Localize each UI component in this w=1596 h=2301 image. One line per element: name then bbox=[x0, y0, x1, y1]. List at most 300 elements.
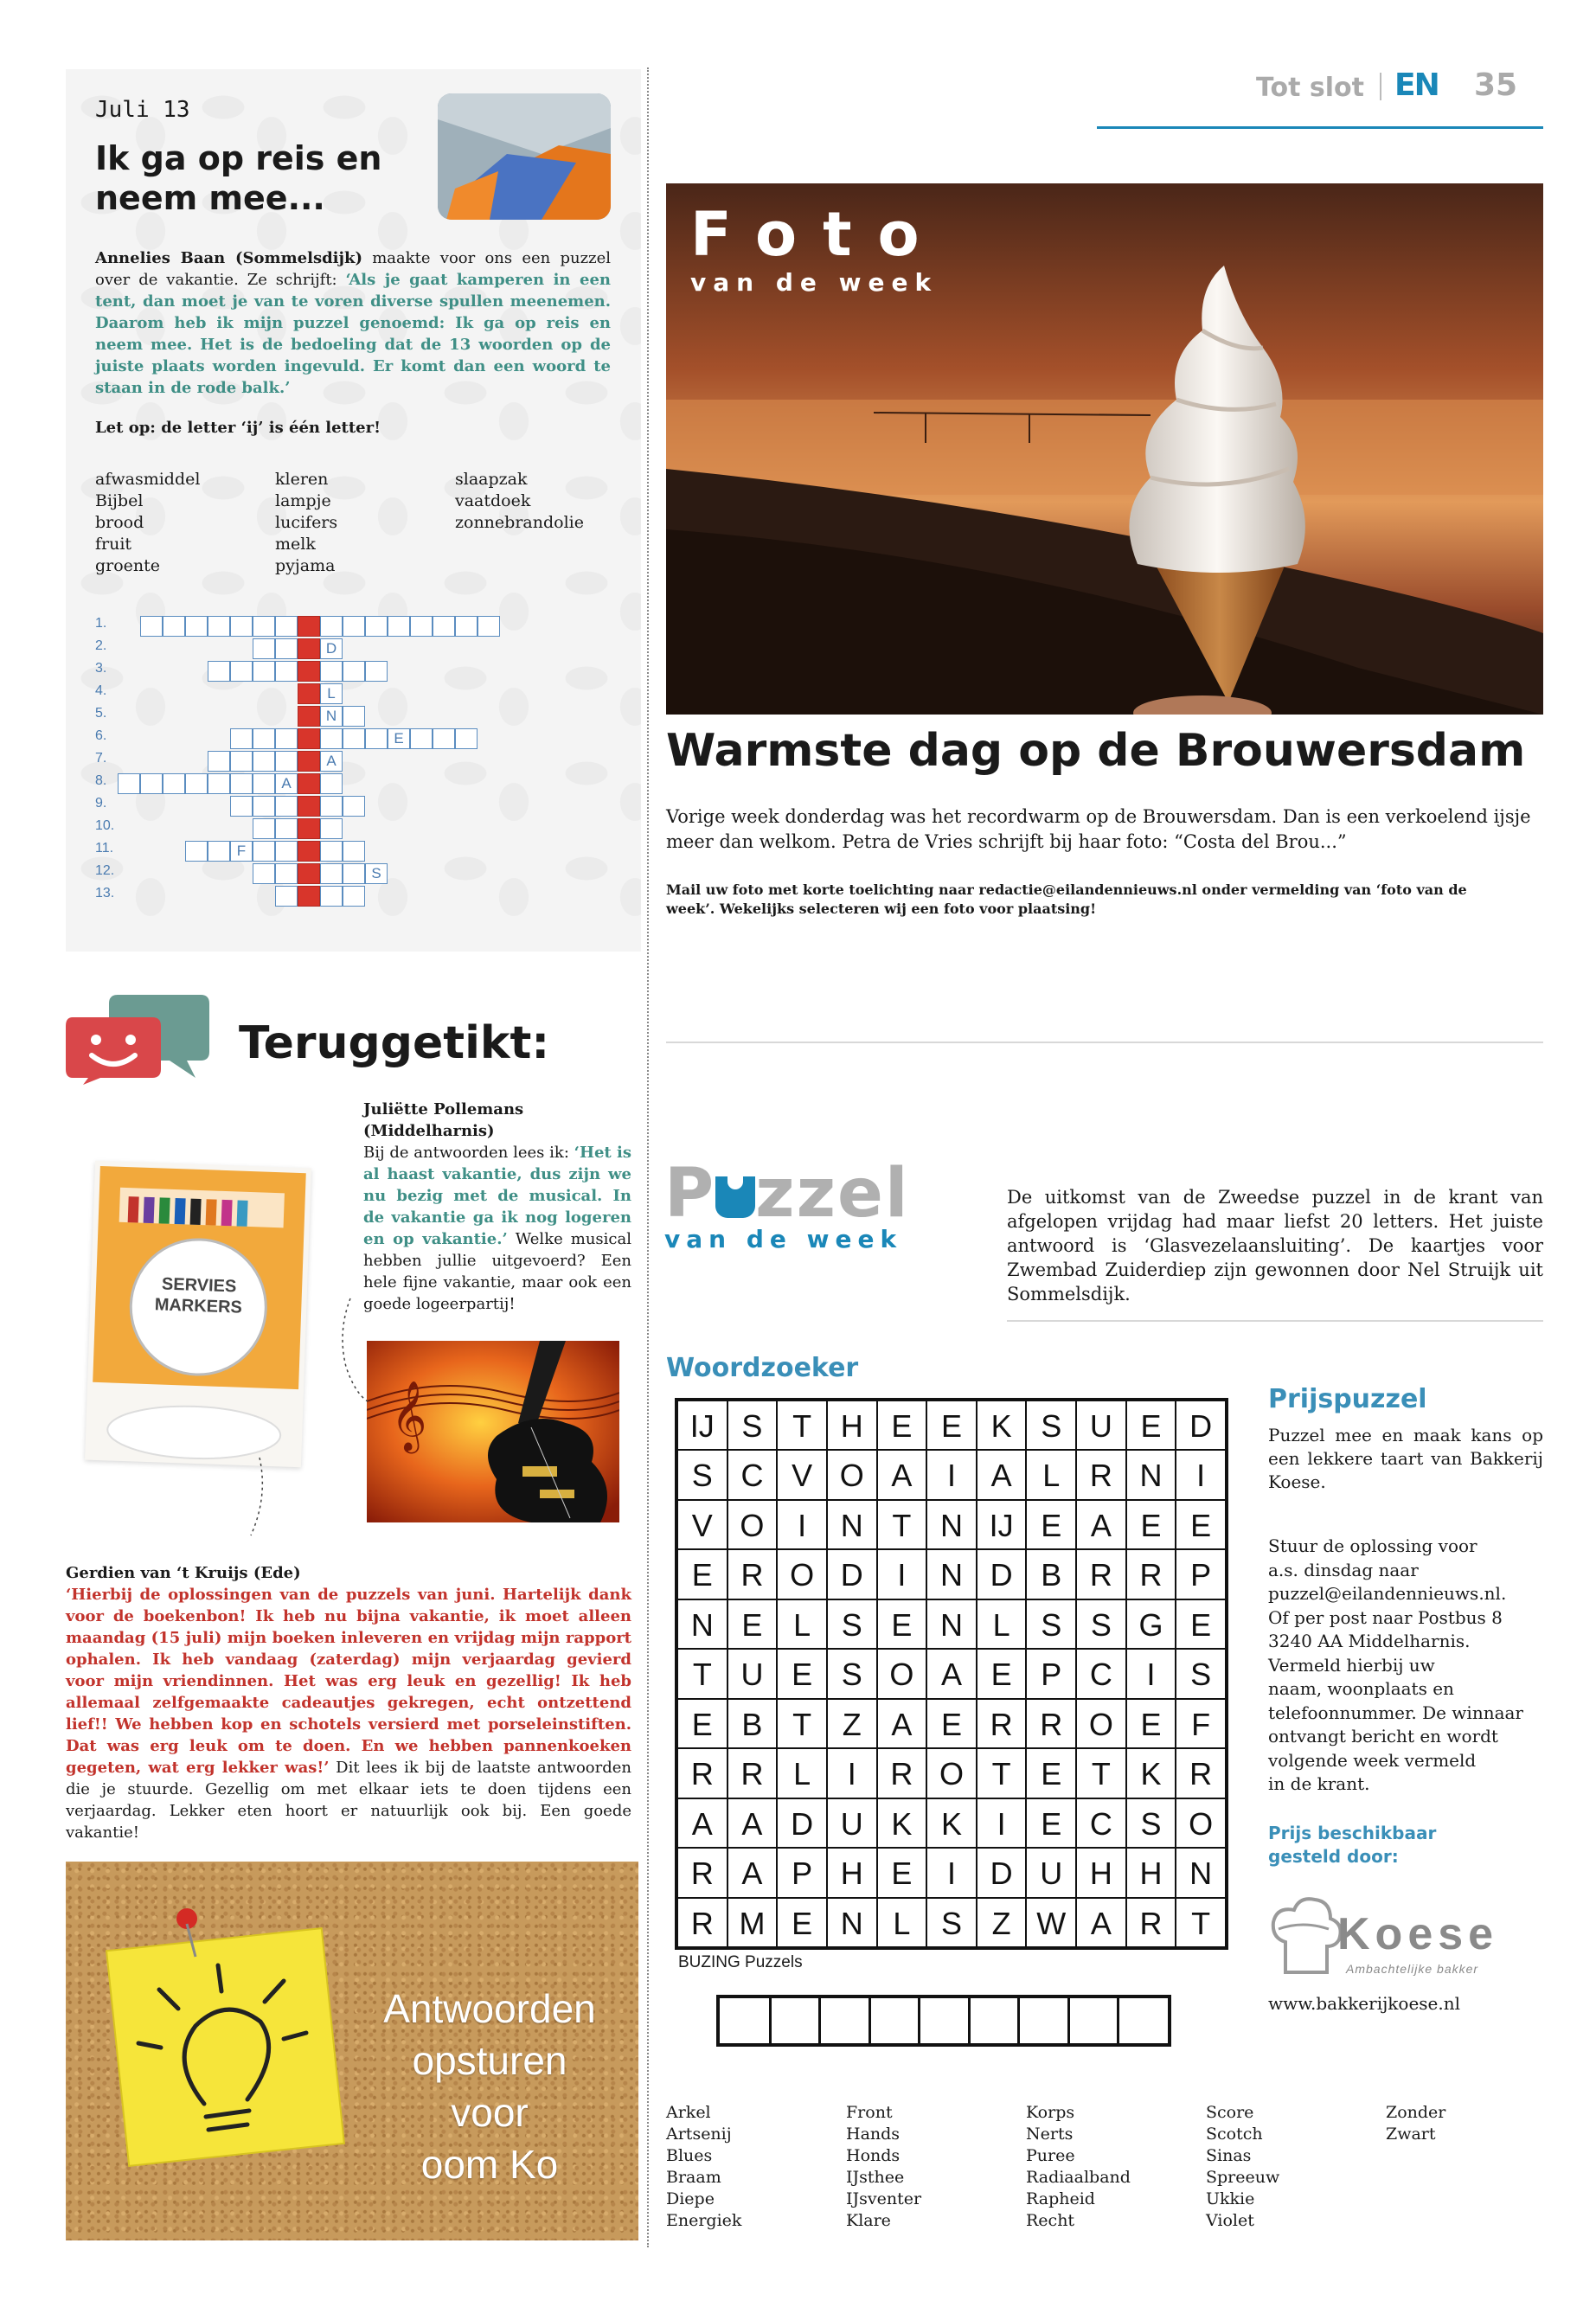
word: Bijbel bbox=[95, 491, 144, 510]
word-search-cell: K bbox=[877, 1798, 927, 1848]
word: lucifers bbox=[275, 513, 338, 532]
crossword-red-cell bbox=[298, 728, 320, 749]
word-search-cell: R bbox=[677, 1848, 727, 1897]
instruction-line: telefoonnummer. De winnaar bbox=[1268, 1702, 1523, 1723]
prijspuzzel-title: Prijspuzzel bbox=[1268, 1384, 1427, 1414]
word-search-cell: R bbox=[1176, 1748, 1226, 1798]
sponsor-label-line2: gesteld door: bbox=[1268, 1846, 1399, 1867]
word: IJsventer bbox=[846, 2189, 922, 2208]
word-search-cell: A bbox=[1076, 1500, 1126, 1549]
crossword-cell: E bbox=[388, 728, 410, 749]
markers-box-line1: SERVIES bbox=[161, 1274, 237, 1297]
row-number: 13. bbox=[95, 886, 115, 901]
puzzle-date: Juli 13 bbox=[95, 97, 190, 123]
word-search-cell: O bbox=[727, 1500, 778, 1549]
crossword-red-cell bbox=[298, 751, 320, 772]
word-search-cell: O bbox=[827, 1450, 877, 1499]
solution-box[interactable] bbox=[969, 1998, 1019, 2043]
crossword-cell bbox=[320, 616, 343, 637]
cork-board-image bbox=[66, 1862, 638, 2240]
crossword-cell bbox=[253, 818, 275, 839]
crossword-cell bbox=[253, 751, 275, 772]
word: Spreeuw bbox=[1206, 2168, 1280, 2187]
word: brood bbox=[95, 513, 144, 532]
word-search-cell: S bbox=[926, 1898, 977, 1947]
solution-box[interactable] bbox=[1118, 1998, 1168, 2043]
word: kleren bbox=[275, 470, 329, 489]
solution-box[interactable] bbox=[819, 1998, 869, 2043]
word-search-cell: K bbox=[977, 1400, 1027, 1450]
word-search-cell: H bbox=[1076, 1848, 1126, 1897]
crossword-cell bbox=[478, 616, 500, 637]
puzzel-rule bbox=[1007, 1320, 1543, 1322]
ws-word-col5 bbox=[1386, 2102, 1445, 2145]
instruction-line: naam, woonplaats en bbox=[1268, 1678, 1454, 1699]
word-search-cell: L bbox=[777, 1748, 827, 1798]
word-search-cell: K bbox=[926, 1798, 977, 1848]
crossword-red-cell bbox=[298, 638, 320, 659]
instruction-line: Stuur de oplossing voor bbox=[1268, 1535, 1477, 1556]
letter-juliette-lead: Bij de antwoorden lees ik: bbox=[363, 1144, 574, 1162]
word-search-cell: G bbox=[1126, 1599, 1176, 1649]
crossword-cell bbox=[320, 841, 343, 862]
crossword-cell bbox=[275, 796, 298, 817]
foto-cta: Mail uw foto met korte toelichting naar redactie@eilandennieuws.nl onder vermelding van ‘foto van de week’. Wekelijks selecteren wij een foto voor plaatsing! bbox=[666, 881, 1467, 917]
word-search-cell: I bbox=[926, 1848, 977, 1897]
word-search-cell: A bbox=[727, 1798, 778, 1848]
letter-juliette-name-line2: (Middelharnis) bbox=[363, 1122, 495, 1140]
word-search-cell: R bbox=[1076, 1450, 1126, 1499]
instruction-line: puzzel@eilandennieuws.nl. bbox=[1268, 1583, 1507, 1604]
word: Blues bbox=[666, 2146, 713, 2165]
word-search-cell: D bbox=[1176, 1400, 1226, 1450]
crossword-cell bbox=[253, 728, 275, 749]
crossword-cell bbox=[275, 818, 298, 839]
word-search-cell: I bbox=[926, 1450, 977, 1499]
row-number: 2. bbox=[95, 638, 107, 653]
foto-logo-word: Foto bbox=[690, 199, 945, 270]
word-search-cell: I bbox=[977, 1798, 1027, 1848]
foto-headline: Warmste dag op de Brouwersdam bbox=[666, 725, 1526, 777]
word: vaatdoek bbox=[455, 491, 531, 510]
page-header bbox=[1256, 67, 1543, 107]
word: pyjama bbox=[275, 556, 336, 575]
puzzle-title bbox=[95, 138, 381, 218]
crossword-cell bbox=[320, 886, 343, 907]
word: Puree bbox=[1026, 2146, 1075, 2165]
word-list-col1 bbox=[95, 469, 200, 577]
word: Ukkie bbox=[1206, 2189, 1255, 2208]
word-search-cell: R bbox=[727, 1748, 778, 1798]
koese-url[interactable]: www.bakkerijkoese.nl bbox=[1268, 1993, 1461, 2014]
word-list bbox=[95, 469, 614, 581]
word-search-cell: C bbox=[727, 1450, 778, 1499]
crossword-red-cell bbox=[298, 683, 320, 704]
koese-logo bbox=[1268, 1891, 1545, 1986]
solution-box[interactable] bbox=[1068, 1998, 1118, 2043]
word-search-cell: D bbox=[977, 1549, 1027, 1599]
prijspuzzel-instructions bbox=[1268, 1535, 1545, 1797]
word-search-cell: A bbox=[1076, 1898, 1126, 1947]
word-search-cell: R bbox=[677, 1748, 727, 1798]
word-search-cell: Z bbox=[977, 1898, 1027, 1947]
word: fruit bbox=[95, 535, 132, 554]
puzzel-logo bbox=[664, 1155, 910, 1253]
puzzle-title-line2: neem mee... bbox=[95, 179, 325, 217]
word-search-cell: P bbox=[777, 1848, 827, 1897]
prijspuzzel-intro: Puzzel mee en maak kans op een lekkere taart van Bakkerij Koese. bbox=[1268, 1425, 1543, 1492]
word-search-cell: N bbox=[827, 1898, 877, 1947]
crossword-cell bbox=[140, 773, 163, 794]
word-search-cell: C bbox=[1076, 1798, 1126, 1848]
row-number: 1. bbox=[95, 616, 107, 631]
word-search-cell: E bbox=[727, 1599, 778, 1649]
crossword-red-cell bbox=[298, 841, 320, 862]
crossword-cell bbox=[343, 728, 365, 749]
crossword-cell bbox=[230, 773, 253, 794]
word-list-col2 bbox=[275, 469, 337, 577]
word-search-cell: T bbox=[777, 1699, 827, 1748]
crossword-cell bbox=[343, 863, 365, 884]
puzzel-logo-p: P bbox=[664, 1155, 716, 1233]
section-rule bbox=[666, 1042, 1543, 1043]
word-search-cell: E bbox=[1126, 1699, 1176, 1748]
word-search-cell: S bbox=[827, 1649, 877, 1698]
word-search-cell: W bbox=[1026, 1898, 1076, 1947]
word-search-cell: R bbox=[727, 1549, 778, 1599]
word-search-cell: A bbox=[977, 1450, 1027, 1499]
word-search-cell: O bbox=[777, 1549, 827, 1599]
row-number: 4. bbox=[95, 683, 107, 698]
word: Rapheid bbox=[1026, 2189, 1095, 2208]
crossword-cell bbox=[275, 886, 298, 907]
crossword-cell bbox=[455, 728, 478, 749]
crossword-cell: F bbox=[230, 841, 253, 862]
word-search-cell: N bbox=[1176, 1848, 1226, 1897]
word-search-cell: K bbox=[1126, 1748, 1176, 1798]
word-search-cell: S bbox=[1076, 1599, 1126, 1649]
word-search-cell: S bbox=[1026, 1599, 1076, 1649]
poster-line2: opsturen bbox=[412, 2038, 567, 2083]
word-search-cell: E bbox=[1126, 1500, 1176, 1549]
word: Artsenij bbox=[666, 2125, 732, 2144]
word: melk bbox=[275, 535, 316, 554]
word-search-cell: E bbox=[677, 1699, 727, 1748]
crossword-red-cell bbox=[298, 818, 320, 839]
crossword-red-cell bbox=[298, 706, 320, 727]
word: IJsthee bbox=[846, 2168, 905, 2187]
crossword-cell bbox=[163, 773, 185, 794]
word-search-cell: F bbox=[1176, 1699, 1226, 1748]
crossword-cell bbox=[343, 661, 365, 682]
woordzoeker-title: Woordzoeker bbox=[666, 1353, 859, 1383]
crossword-grid bbox=[0, 0, 1, 1]
row-number: 12. bbox=[95, 863, 115, 878]
crossword-cell bbox=[208, 751, 230, 772]
word-search-cell: U bbox=[1076, 1400, 1126, 1450]
crossword-cell: A bbox=[275, 773, 298, 794]
row-number: 8. bbox=[95, 773, 107, 788]
word: Arkel bbox=[666, 2103, 711, 2122]
word-search-cell: V bbox=[677, 1500, 727, 1549]
crossword-cell bbox=[253, 616, 275, 637]
crossword-cell bbox=[253, 796, 275, 817]
en-logo: EN bbox=[1394, 67, 1439, 103]
crossword-cell bbox=[253, 638, 275, 659]
crossword-cell bbox=[275, 728, 298, 749]
foto-logo bbox=[690, 201, 945, 297]
word-search-cell: P bbox=[1026, 1649, 1076, 1698]
crossword-cell bbox=[230, 796, 253, 817]
crossword-cell bbox=[230, 661, 253, 682]
word-search-cell: E bbox=[1176, 1599, 1226, 1649]
instruction-line: Of per post naar Postbus 8 bbox=[1268, 1606, 1503, 1628]
word: Hands bbox=[846, 2125, 901, 2144]
row-number: 6. bbox=[95, 728, 107, 743]
word: Zwart bbox=[1386, 2125, 1436, 2144]
solution-boxes bbox=[716, 1995, 1171, 2047]
solution-box[interactable] bbox=[720, 1998, 770, 2043]
word-list-col3 bbox=[455, 469, 584, 534]
row-number: 9. bbox=[95, 796, 107, 811]
sponsor-label bbox=[1268, 1822, 1436, 1868]
puzzel-logo-sub: van de week bbox=[664, 1225, 903, 1253]
word-search-cell: R bbox=[1126, 1549, 1176, 1599]
word-search-cell: IJ bbox=[977, 1500, 1027, 1549]
word-search-cell: M bbox=[727, 1898, 778, 1947]
foto-logo-sub: van de week bbox=[690, 268, 939, 297]
word: zonnebrandolie bbox=[455, 513, 584, 532]
word-search-cell: D bbox=[777, 1798, 827, 1848]
word-search-cell: R bbox=[877, 1748, 927, 1798]
puzzle-author: Annelies Baan (Sommelsdijk) bbox=[95, 249, 362, 267]
svg-text:𝄞: 𝄞 bbox=[391, 1380, 427, 1451]
puzzle-title-line1: Ik ga op reis en bbox=[95, 139, 382, 177]
crossword-cell bbox=[185, 616, 208, 637]
word-search-grid bbox=[675, 1398, 1228, 1950]
teruggetikt-title: Teruggetikt: bbox=[239, 1017, 550, 1069]
word-search-cell: C bbox=[1076, 1649, 1126, 1698]
word-search-cell: T bbox=[677, 1649, 727, 1698]
word: Sinas bbox=[1206, 2146, 1252, 2165]
word-search-cell: B bbox=[727, 1699, 778, 1748]
word-search-cell: Z bbox=[827, 1699, 877, 1748]
puzzle-intro bbox=[95, 247, 611, 399]
poster-text bbox=[351, 1983, 628, 2190]
crossword-red-cell bbox=[298, 773, 320, 794]
letter-juliette-quote: ‘Het is al haast vakantie, dus zijn we nu bezig met de musical. In de vakantie ga ik nog logeren en op vakantie.’ bbox=[363, 1144, 632, 1248]
column-divider bbox=[647, 67, 649, 2247]
word-search-cell: E bbox=[677, 1549, 727, 1599]
crossword-cell bbox=[365, 616, 388, 637]
foto-body: Vorige week donderdag was het recordwarm op de Brouwersdam. Dan is een verkoelend ijsje meer dan welkom. Petra de Vries schrijft bij haar foto: “Costa del Brou...” bbox=[666, 806, 1531, 852]
word-search-cell: A bbox=[877, 1699, 927, 1748]
word-search-cell: P bbox=[1176, 1549, 1226, 1599]
tent-photo bbox=[438, 93, 611, 220]
word: Energiek bbox=[666, 2211, 742, 2230]
row-number: 7. bbox=[95, 751, 107, 766]
crossword-red-cell bbox=[298, 616, 320, 637]
word-search-cell: R bbox=[977, 1699, 1027, 1748]
word-search-cell: E bbox=[877, 1400, 927, 1450]
crossword-cell bbox=[185, 841, 208, 862]
row-number: 5. bbox=[95, 706, 107, 721]
word: Diepe bbox=[666, 2189, 715, 2208]
solution-box[interactable] bbox=[919, 1998, 969, 2043]
crossword-cell bbox=[253, 841, 275, 862]
word-search-cell: E bbox=[1126, 1400, 1176, 1450]
crossword-cell bbox=[320, 661, 343, 682]
ws-word-col2 bbox=[846, 2102, 921, 2232]
word-search-cell: I bbox=[827, 1748, 877, 1798]
word: Korps bbox=[1026, 2103, 1075, 2122]
word-search-cell: L bbox=[977, 1599, 1027, 1649]
word-search-cell: B bbox=[1026, 1549, 1076, 1599]
instruction-line: volgende week vermeld bbox=[1268, 1749, 1477, 1771]
word-search-cell: S bbox=[1126, 1798, 1176, 1848]
crossword-cell bbox=[275, 616, 298, 637]
word-search-cell: E bbox=[977, 1649, 1027, 1698]
word-search-cell: D bbox=[977, 1848, 1027, 1897]
word-search-credit: BUZING Puzzels bbox=[678, 1953, 803, 1971]
word-search-cell: O bbox=[926, 1748, 977, 1798]
word: Braam bbox=[666, 2168, 721, 2187]
word-search-cell: S bbox=[677, 1450, 727, 1499]
word-search-cell: E bbox=[1176, 1500, 1226, 1549]
crossword-red-cell bbox=[298, 886, 320, 907]
word-search-cell: I bbox=[877, 1549, 927, 1599]
header-rule bbox=[1097, 126, 1543, 129]
word-search-cell: H bbox=[827, 1400, 877, 1450]
word-search-cell: A bbox=[926, 1649, 977, 1698]
word-search-cell: D bbox=[827, 1549, 877, 1599]
word-search-cell: L bbox=[1026, 1450, 1076, 1499]
word-search-cell: S bbox=[1026, 1400, 1076, 1450]
instruction-line: 3240 AA Middelharnis. bbox=[1268, 1631, 1471, 1651]
instruction-line: Vermeld hierbij uw bbox=[1268, 1654, 1435, 1676]
crossword-cell bbox=[343, 706, 365, 727]
poster-line3: voor bbox=[451, 2090, 529, 2135]
crossword-cell bbox=[253, 863, 275, 884]
crossword-cell bbox=[185, 773, 208, 794]
word-search-cell: S bbox=[727, 1400, 778, 1450]
word-search-cell: H bbox=[1126, 1848, 1176, 1897]
word: Honds bbox=[846, 2146, 901, 2165]
crossword-cell: D bbox=[320, 638, 343, 659]
crossword-cell bbox=[275, 638, 298, 659]
word-search-cell: I bbox=[1126, 1649, 1176, 1698]
crossword-cell bbox=[275, 863, 298, 884]
word-search-cell: E bbox=[926, 1699, 977, 1748]
crossword-cell bbox=[455, 616, 478, 637]
crossword-cell bbox=[320, 773, 343, 794]
word-search-cell: N bbox=[827, 1500, 877, 1549]
crossword-cell bbox=[433, 616, 455, 637]
crossword-cell bbox=[365, 661, 388, 682]
instruction-line: ontvangt bericht en wordt bbox=[1268, 1726, 1498, 1747]
crossword-cell bbox=[230, 616, 253, 637]
crossword-cell: A bbox=[320, 751, 343, 772]
puzzle-piece-icon bbox=[715, 1176, 755, 1218]
row-number: 10. bbox=[95, 818, 115, 833]
word-search-cell: S bbox=[827, 1599, 877, 1649]
koese-brand-sub: Ambachtelijke bakker bbox=[1346, 1962, 1479, 1976]
word-search-cell: I bbox=[777, 1500, 827, 1549]
dashed-connector bbox=[0, 1298, 657, 1540]
letter-juliette bbox=[363, 1099, 631, 1315]
letter-gerdien-text bbox=[66, 1584, 631, 1843]
letter-juliette-name-line1: Juliëtte Pollemans bbox=[363, 1100, 524, 1118]
letter-gerdien-rest: Dit lees ik bij de laatste antwoorden die je stuurde. Gezellig om met elkaar iets te doen tijdens een verjaardag. Lekker eten hoort er natuurlijk ook bij. Een goede vakantie! bbox=[66, 1759, 631, 1842]
ws-word-col4 bbox=[1206, 2102, 1279, 2232]
crossword-cell bbox=[343, 886, 365, 907]
letter-gerdien-name: Gerdien van ‘t Kruijs (Ede) bbox=[66, 1564, 301, 1582]
word-search-cell: H bbox=[827, 1848, 877, 1897]
crossword-row-numbers bbox=[95, 616, 114, 908]
word-search-cell: L bbox=[777, 1599, 827, 1649]
crossword-cell bbox=[320, 863, 343, 884]
crossword-cell bbox=[253, 661, 275, 682]
puzzel-result: De uitkomst van de Zweedse puzzel in de krant van afgelopen vrijdag had maar liefst 20 letters. Het juiste antwoord is ‘Glasvezelaansluiting’. De kaartjes voor Zwembad Zuiderdiep zijn gewonnen door Nel Struijk uit Sommelsdijk. bbox=[1007, 1187, 1543, 1304]
word-search-cell: L bbox=[877, 1898, 927, 1947]
word-search-cell: T bbox=[977, 1748, 1027, 1798]
solution-box[interactable] bbox=[869, 1998, 920, 2043]
speech-bubble-icon bbox=[66, 991, 211, 1086]
crossword-cell bbox=[208, 616, 230, 637]
section-label: Tot slot bbox=[1256, 73, 1364, 103]
poster-line4: oom Ko bbox=[420, 2142, 559, 2187]
letter-gerdien bbox=[66, 1562, 631, 1843]
word: Scotch bbox=[1206, 2125, 1263, 2144]
header-separator bbox=[1380, 73, 1381, 100]
crossword-cell bbox=[343, 841, 365, 862]
crossword-cell bbox=[365, 728, 388, 749]
word-search-cell: R bbox=[677, 1898, 727, 1947]
puzzel-logo-word bbox=[664, 1155, 910, 1233]
word-search-cell: E bbox=[777, 1898, 827, 1947]
word-search-cell: V bbox=[777, 1450, 827, 1499]
word-search-cell: A bbox=[877, 1450, 927, 1499]
word-search-cell: E bbox=[926, 1400, 977, 1450]
crossword-red-cell bbox=[298, 661, 320, 682]
letter-gerdien-quote: ‘Hierbij de oplossingen van de puzzels van juni. Hartelijk dank voor de boekenbon! Ik heb nu bijna vakantie, ik moet alleen maandag (15 juli) mijn boeken inleveren en vrijdag mijn rapport ophalen. Ik heb vandaag (zaterdag) mijn verjaardag gevierd voor mijn vriendinnen. Het was erg leuk en gezellig! Ik heb allemaal zelfgemaakte cadeautjes gekregen, echt ontzettend lief!! We hebben kop en schotels versierd met porseleinstiften. Dat was erg leuk om te doen. En we hebben pannenkoeken gegeten, wat erg lekker was!’ bbox=[66, 1586, 631, 1777]
word-search-cell: A bbox=[677, 1798, 727, 1848]
word-search-cell: T bbox=[1076, 1748, 1126, 1798]
crossword-cell bbox=[208, 773, 230, 794]
word: Radiaalband bbox=[1026, 2168, 1131, 2187]
crossword-cell bbox=[163, 616, 185, 637]
crossword-cell bbox=[410, 616, 433, 637]
solution-box[interactable] bbox=[1018, 1998, 1068, 2043]
crossword-cell bbox=[230, 728, 253, 749]
word-search-cell: O bbox=[877, 1649, 927, 1698]
page-number: 35 bbox=[1474, 67, 1518, 103]
row-number: 3. bbox=[95, 661, 107, 676]
word: lampje bbox=[275, 491, 331, 510]
poster-line1: Antwoorden bbox=[383, 1986, 596, 2031]
word-search-cell: R bbox=[1076, 1549, 1126, 1599]
word-search-cell: A bbox=[727, 1848, 778, 1897]
crossword-cell bbox=[275, 661, 298, 682]
puzzle-note: Let op: de letter ‘ij’ is één letter! bbox=[95, 419, 381, 437]
solution-box[interactable] bbox=[770, 1998, 820, 2043]
word-search-cell: T bbox=[1176, 1898, 1226, 1947]
crossword-cell bbox=[320, 728, 343, 749]
word-search-cell: R bbox=[1026, 1699, 1076, 1748]
crossword-red-cell bbox=[298, 863, 320, 884]
puzzel-logo-rest: zzel bbox=[755, 1155, 910, 1233]
word-search-cell: E bbox=[1026, 1748, 1076, 1798]
